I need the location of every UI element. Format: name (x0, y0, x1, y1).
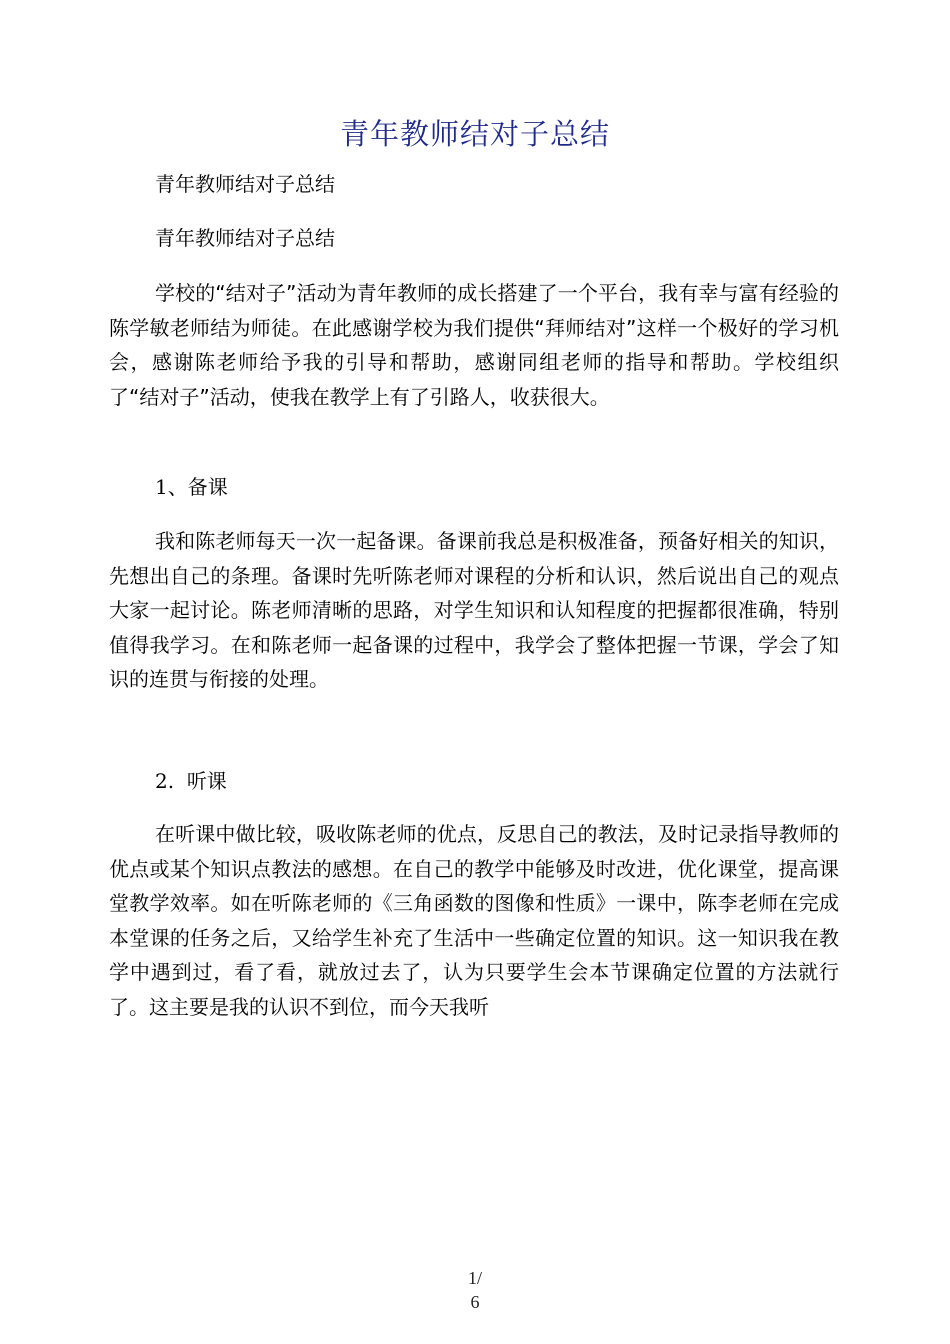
document-title: 青年教师结对子总结 (339, 117, 610, 151)
page-number-total: 6 (470, 1292, 480, 1312)
section-2-paragraph: 在听课中做比较，吸收陈老师的优点，反思自己的教法，及时记录指导教师的优点或某个知识点教法的感想。在自己的教学中能够及时改进，优化课堂，提高课堂教学效率。如在听陈老师的《三角函数的图像和性质》一课中，陈李老师在完成本堂课的任务之后，又给学生补充了生活中一些确定位置的知识。这一知识我在教学中遇到过，看了看，就放过去了，认为只要学生会本节课确定位置的方法就行了。这主要是我的认识不到位，而今天我听 (109, 822, 839, 1019)
section-2-heading (155, 767, 227, 795)
section-1-heading-text: 备课 (187, 475, 228, 499)
section-1-number: 1、 (155, 475, 188, 499)
section-1-paragraph: 我和陈老师每天一次一起备课。备课前我总是积极准备，预备好相关的知识，先想出自己的条理。备课时先听陈老师对课程的分析和认识，然后说出自己的观点大家一起讨论。陈老师清晰的思路，对学生知识和认知程度的把握都很准确，特别值得我学习。在和陈老师一起备课的过程中，我学会了整体把握一节课，学会了知识的连贯与衔接的处理。 (109, 529, 839, 691)
page-number-current: 1/ (467, 1268, 482, 1288)
section-1-heading (155, 473, 228, 501)
subtitle-line-2: 青年教师结对子总结 (155, 226, 335, 250)
intro-paragraph: 学校的“结对子”活动为青年教师的成长搭建了一个平台，我有幸与富有经验的陈学敏老师结为师徒。在此感谢学校为我们提供“拜师结对”这样一个极好的学习机会，感谢陈老师给予我的引导和帮助，感谢同组老师的指导和帮助。学校组织了“结对子”活动，使我在教学上有了引路人，收获很大。 (109, 281, 839, 409)
section-2-heading-text: 听课 (186, 769, 227, 793)
subtitle-line-1: 青年教师结对子总结 (155, 172, 335, 196)
section-2-number: 2. (155, 769, 175, 793)
page-number (0, 1266, 950, 1314)
